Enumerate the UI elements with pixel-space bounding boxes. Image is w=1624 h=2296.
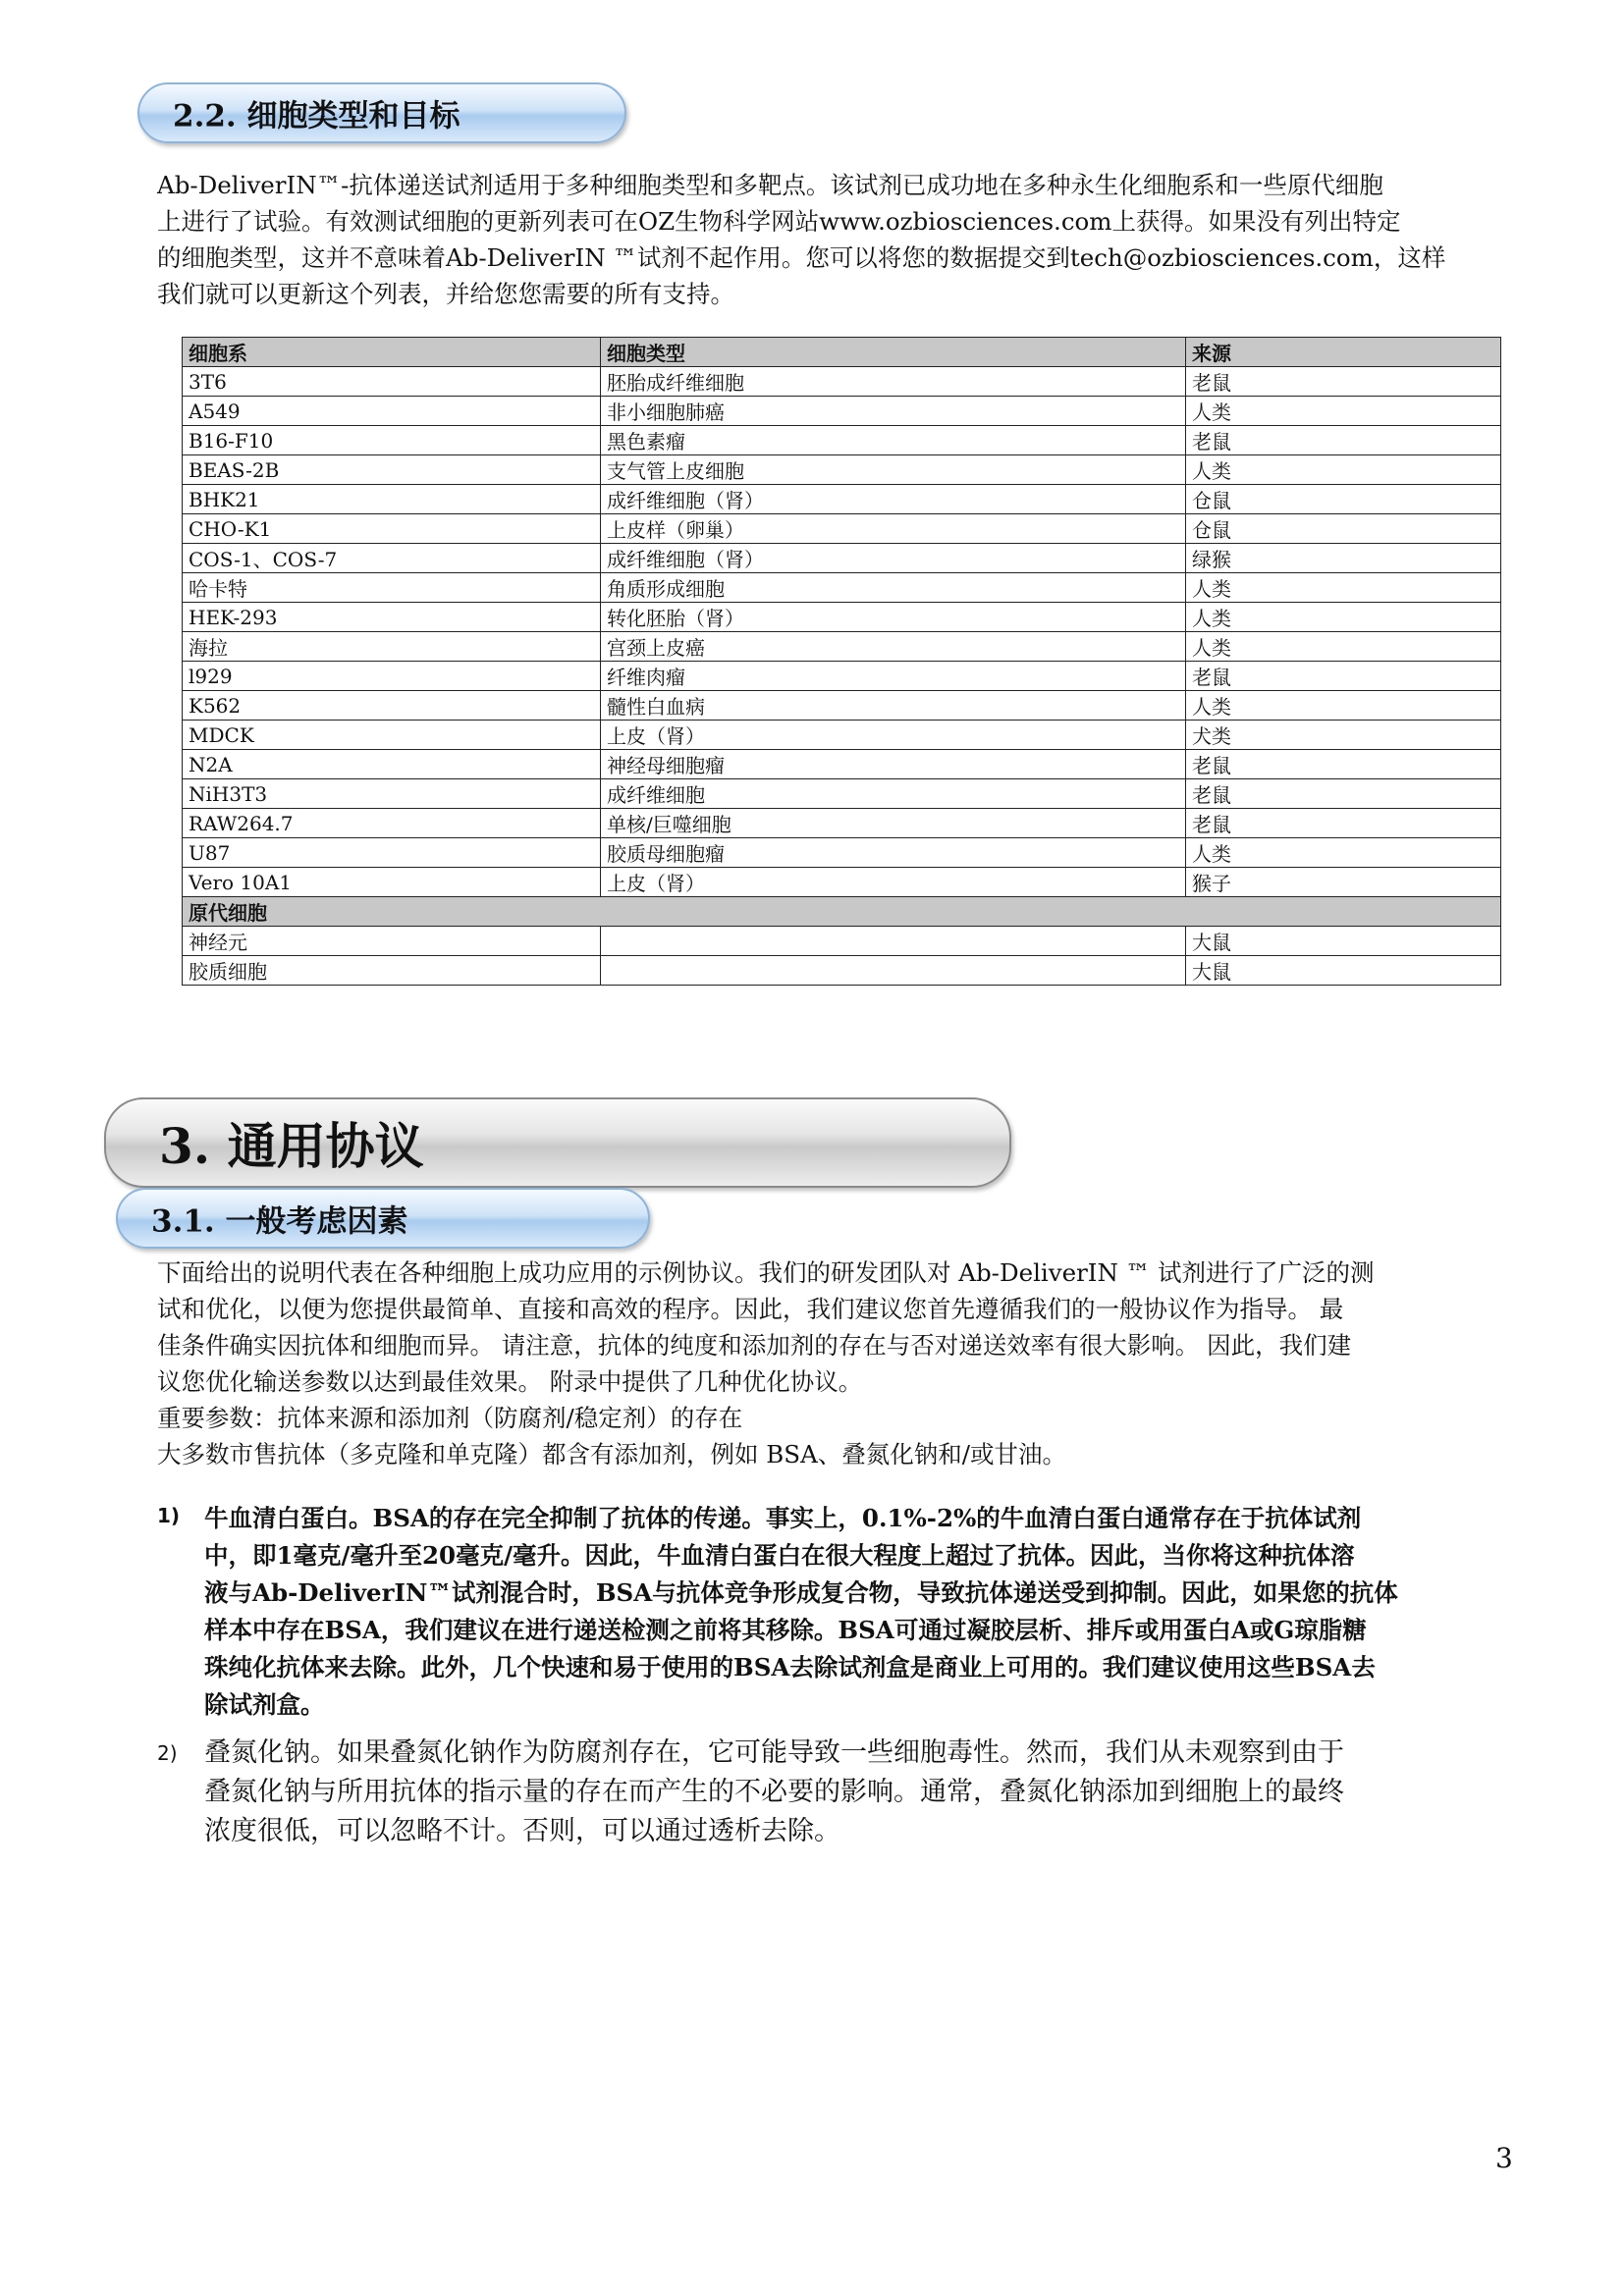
table-row — [183, 514, 1501, 544]
table-cell-source: 人类 — [1186, 573, 1501, 603]
table-cell-cell-type: 非小细胞肺癌 — [601, 397, 1186, 426]
table-cell-source: 老鼠 — [1186, 662, 1501, 691]
item-line: 样本中存在BSA，我们建议在进行递送检测之前将其移除。BSA可通过凝胶层析、排斥或用蛋白A或G琼脂糖 — [204, 1616, 1367, 1644]
table-cell-cell-line: K562 — [183, 691, 601, 721]
table-cell-cell-type: 上皮（肾） — [601, 721, 1186, 750]
table-cell-cell-type — [601, 927, 1186, 956]
header-cell-type: 细胞类型 — [601, 338, 1186, 367]
table-cell-source: 人类 — [1186, 455, 1501, 485]
table-row — [183, 956, 1501, 986]
table-cell-source: 猴子 — [1186, 868, 1501, 897]
table-cell-source: 人类 — [1186, 632, 1501, 662]
item-line: 牛血清白蛋白。BSA的存在完全抑制了抗体的传递。事实上，0.1%-2%的牛血清白蛋白通常存在于抗体试剂 — [204, 1504, 1362, 1532]
table-cell-source: 老鼠 — [1186, 367, 1501, 397]
paragraph-line: Ab-DeliverIN™-抗体递送试剂适用于多种细胞类型和多靶点。该试剂已成功地在多种永生化细胞系和一些原代细胞 — [157, 171, 1383, 199]
table-cell-source: 仓鼠 — [1186, 514, 1501, 544]
table-cell-cell-line: 海拉 — [183, 632, 601, 662]
list-number: 1) — [157, 1504, 181, 1527]
table-cell-cell-line: NiH3T3 — [183, 779, 601, 809]
paragraph-line: 试和优化，以便为您提供最简单、直接和高效的程序。因此，我们建议您首先遵循我们的一般协议作为指导。 最 — [157, 1295, 1344, 1323]
table-cell-cell-line: 哈卡特 — [183, 573, 601, 603]
section-2-2-paragraph — [157, 167, 1522, 312]
cell-line-table — [182, 337, 1501, 986]
table-cell-cell-line: BEAS-2B — [183, 455, 601, 485]
table-row — [183, 426, 1501, 455]
table-cell-source: 绿猴 — [1186, 544, 1501, 573]
table-cell-cell-line: B16-F10 — [183, 426, 601, 455]
table-row — [183, 662, 1501, 691]
item-line: 除试剂盒。 — [204, 1690, 325, 1719]
table-cell-source: 老鼠 — [1186, 426, 1501, 455]
table-cell-cell-type: 上皮样（卵巢） — [601, 514, 1186, 544]
section-3-heading-banner — [104, 1097, 1011, 1188]
item-line: 浓度很低，可以忽略不计。否则，可以通过透析去除。 — [204, 1816, 840, 1846]
table-cell-cell-type: 角质形成细胞 — [601, 573, 1186, 603]
section-3-1-heading: 3.1. 一般考虑因素 — [151, 1203, 408, 1240]
table-cell-cell-line: A549 — [183, 397, 601, 426]
table-cell-source: 老鼠 — [1186, 809, 1501, 838]
table-cell-cell-line: COS-1、COS-7 — [183, 544, 601, 573]
table-cell-source: 仓鼠 — [1186, 485, 1501, 514]
table-cell-source: 人类 — [1186, 603, 1501, 632]
table-cell-cell-type: 髓性白血病 — [601, 691, 1186, 721]
table-cell-cell-type: 支气管上皮细胞 — [601, 455, 1186, 485]
table-row — [183, 603, 1501, 632]
table-cell-source: 人类 — [1186, 838, 1501, 868]
paragraph-line: 议您优化输送参数以达到最佳效果。 附录中提供了几种优化协议。 — [157, 1367, 863, 1396]
item-line: 叠氮化钠与所用抗体的指示量的存在而产生的不必要的影响。通常，叠氮化钠添加到细胞上的最终 — [204, 1777, 1344, 1807]
table-row — [183, 691, 1501, 721]
paragraph-line: 大多数市售抗体（多克隆和单克隆）都含有添加剂，例如 BSA、叠氮化钠和/或甘油。 — [157, 1440, 1067, 1468]
table-cell-cell-line: BHK21 — [183, 485, 601, 514]
item-line: 中，即1毫克/毫升至20毫克/毫升。因此，牛血清白蛋白在很大程度上超过了抗体。因此，当你将这种抗体溶 — [204, 1541, 1355, 1570]
table-row — [183, 367, 1501, 397]
table-cell-source: 大鼠 — [1186, 956, 1501, 986]
table-row — [183, 485, 1501, 514]
table-header-row — [183, 338, 1501, 367]
table-cell-source: 人类 — [1186, 691, 1501, 721]
table-cell-cell-type: 成纤维细胞 — [601, 779, 1186, 809]
table-cell-cell-type: 胚胎成纤维细胞 — [601, 367, 1186, 397]
table-cell-cell-line: N2A — [183, 750, 601, 779]
paragraph-line: 的细胞类型，这并不意味着Ab-DeliverIN ™试剂不起作用。您可以将您的数据提交到tech@ozbiosciences.com，这样 — [157, 243, 1446, 272]
table-cell-cell-type: 胶质母细胞瘤 — [601, 838, 1186, 868]
table-cell-cell-line: l929 — [183, 662, 601, 691]
table-cell-cell-type: 神经母细胞瘤 — [601, 750, 1186, 779]
table-row — [183, 721, 1501, 750]
section-2-2-heading: 2.2. 细胞类型和目标 — [173, 98, 460, 134]
section-3-heading: 3. 通用协议 — [159, 1117, 424, 1175]
item-line: 珠纯化抗体来去除。此外，几个快速和易于使用的BSA去除试剂盒是商业上可用的。我们建议使用这些BSA去 — [204, 1653, 1376, 1682]
table-cell-source: 犬类 — [1186, 721, 1501, 750]
table-row — [183, 868, 1501, 897]
paragraph-line: 重要参数：抗体来源和添加剂（防腐剂/稳定剂）的存在 — [157, 1404, 743, 1432]
header-cell-line: 细胞系 — [183, 338, 601, 367]
table-cell-cell-line: CHO-K1 — [183, 514, 601, 544]
table-cell-cell-type — [601, 956, 1186, 986]
table-cell-cell-line: HEK-293 — [183, 603, 601, 632]
section-3-1-paragraph — [157, 1255, 1522, 1472]
section-2-2-heading-banner — [137, 82, 626, 143]
paragraph-line: 佳条件确实因抗体和细胞而异。 请注意，抗体的纯度和添加剂的存在与否对递送效率有很大影响。 因此，我们建 — [157, 1331, 1352, 1360]
table-row — [183, 927, 1501, 956]
table-cell-source: 人类 — [1186, 397, 1501, 426]
table-group-label: 原代细胞 — [183, 897, 1501, 927]
table-row — [183, 838, 1501, 868]
item-line: 叠氮化钠。如果叠氮化钠作为防腐剂存在，它可能导致一些细胞毒性。然而，我们从未观察到由于 — [204, 1737, 1344, 1768]
table-cell-cell-type: 成纤维细胞（肾） — [601, 485, 1186, 514]
table-cell-source: 老鼠 — [1186, 750, 1501, 779]
table-cell-cell-line: 神经元 — [183, 927, 601, 956]
table-cell-cell-line: 3T6 — [183, 367, 601, 397]
table-cell-cell-line: MDCK — [183, 721, 601, 750]
table-cell-cell-line: U87 — [183, 838, 601, 868]
table-cell-cell-line: Vero 10A1 — [183, 868, 601, 897]
list-number: 2) — [157, 1741, 178, 1765]
page-number: 3 — [1495, 2142, 1513, 2174]
table-row — [183, 632, 1501, 662]
section-3-1-heading-banner — [116, 1188, 650, 1249]
paragraph-line: 上进行了试验。有效测试细胞的更新列表可在OZ生物科学网站www.ozbiosciences.com上获得。如果没有列出特定 — [157, 207, 1401, 236]
table-row — [183, 455, 1501, 485]
table-row — [183, 544, 1501, 573]
table-cell-cell-type: 转化胚胎（肾） — [601, 603, 1186, 632]
table-row — [183, 779, 1501, 809]
header-source: 来源 — [1186, 338, 1501, 367]
table-cell-cell-type: 宫颈上皮癌 — [601, 632, 1186, 662]
item-line: 液与Ab-DeliverIN™试剂混合时，BSA与抗体竞争形成复合物，导致抗体递送受到抑制。因此，如果您的抗体 — [204, 1578, 1398, 1607]
table-cell-cell-type: 黑色素瘤 — [601, 426, 1186, 455]
table-cell-cell-line: RAW264.7 — [183, 809, 601, 838]
table-row — [183, 573, 1501, 603]
table-group-row — [183, 897, 1501, 927]
table-cell-cell-type: 成纤维细胞（肾） — [601, 544, 1186, 573]
table-row — [183, 750, 1501, 779]
table-cell-cell-type: 上皮（肾） — [601, 868, 1186, 897]
table-row — [183, 809, 1501, 838]
paragraph-line: 我们就可以更新这个列表，并给您您需要的所有支持。 — [157, 280, 734, 308]
table-row — [183, 397, 1501, 426]
table-cell-cell-type: 纤维肉瘤 — [601, 662, 1186, 691]
table-cell-source: 老鼠 — [1186, 779, 1501, 809]
table-cell-cell-line: 胶质细胞 — [183, 956, 601, 986]
table-cell-source: 大鼠 — [1186, 927, 1501, 956]
table-cell-cell-type: 单核/巨噬细胞 — [601, 809, 1186, 838]
paragraph-line: 下面给出的说明代表在各种细胞上成功应用的示例协议。我们的研发团队对 Ab-DeliverIN ™ 试剂进行了广泛的测 — [157, 1258, 1375, 1287]
